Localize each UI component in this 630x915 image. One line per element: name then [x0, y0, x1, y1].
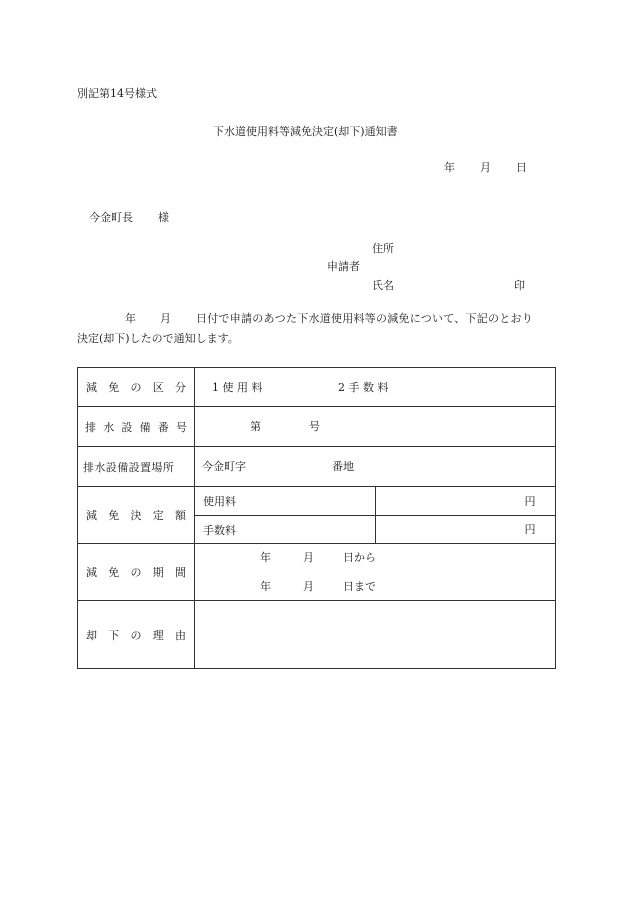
address-label: 住所 — [372, 242, 394, 255]
handling-fee-yen: 円 — [524, 523, 536, 536]
location-town: 今金町字 — [202, 460, 246, 473]
name-label: 氏名 — [372, 279, 394, 292]
row-period — [78, 544, 556, 601]
date-month: 月 — [480, 161, 491, 174]
value-handling-fee[interactable] — [375, 516, 556, 544]
usage-fee-yen: 円 — [524, 495, 536, 508]
addressee-honorific: 様 — [158, 211, 169, 224]
value-reason[interactable] — [195, 601, 556, 669]
period-to-year: 年 — [260, 580, 271, 593]
label-drain-location: 排水設備設置場所 — [78, 447, 195, 487]
label-drain-number: 排 水 設 備 番 号 — [78, 407, 195, 447]
applicant-label: 申請者 — [327, 260, 360, 273]
value-category[interactable] — [195, 368, 556, 407]
document-title: 下水道使用料等減免決定(却下)通知書 — [213, 125, 398, 138]
number-prefix: 第 — [250, 420, 261, 433]
period-to-month: 月 — [303, 580, 314, 593]
row-drain-number — [78, 407, 556, 447]
date-year: 年 — [444, 161, 455, 174]
sublabel-usage-fee: 使用料 — [195, 487, 376, 516]
label-category: 減 免 の 区 分 — [78, 368, 195, 407]
addressee-name: 今金町長 — [89, 211, 133, 224]
period-from: 日から — [343, 551, 376, 564]
row-amount-usage — [78, 487, 556, 516]
period-to: 日まで — [343, 580, 376, 593]
number-suffix: 号 — [309, 420, 320, 433]
row-drain-location — [78, 447, 556, 487]
value-usage-fee[interactable] — [375, 487, 556, 516]
body-year: 年 — [125, 312, 136, 325]
decision-table — [77, 367, 556, 669]
body-line2: 決定(却下)したので通知します。 — [77, 332, 239, 345]
option-handling-fee: 2 手 数 料 — [338, 381, 389, 394]
date-day: 日 — [516, 161, 527, 174]
seal-mark: 印 — [514, 279, 525, 292]
row-category — [78, 368, 556, 407]
option-usage-fee: 1 使 用 料 — [212, 381, 263, 394]
body-month: 月 — [160, 312, 171, 325]
value-drain-location[interactable] — [195, 447, 556, 487]
value-period[interactable] — [195, 544, 556, 601]
period-from-month: 月 — [303, 551, 314, 564]
label-amount: 減 免 決 定 額 — [78, 487, 195, 544]
form-number: 別記第14号様式 — [77, 87, 157, 100]
sublabel-handling-fee: 手数料 — [195, 516, 376, 544]
location-lot: 番地 — [332, 460, 354, 473]
value-drain-number[interactable] — [195, 407, 556, 447]
period-from-year: 年 — [260, 551, 271, 564]
body-line1: 日付で申請のあつた下水道使用料等の減免について、下記のとおり — [196, 312, 534, 325]
label-reason: 却 下 の 理 由 — [78, 601, 195, 669]
label-period: 減 免 の 期 間 — [78, 544, 195, 601]
row-reason — [78, 601, 556, 669]
